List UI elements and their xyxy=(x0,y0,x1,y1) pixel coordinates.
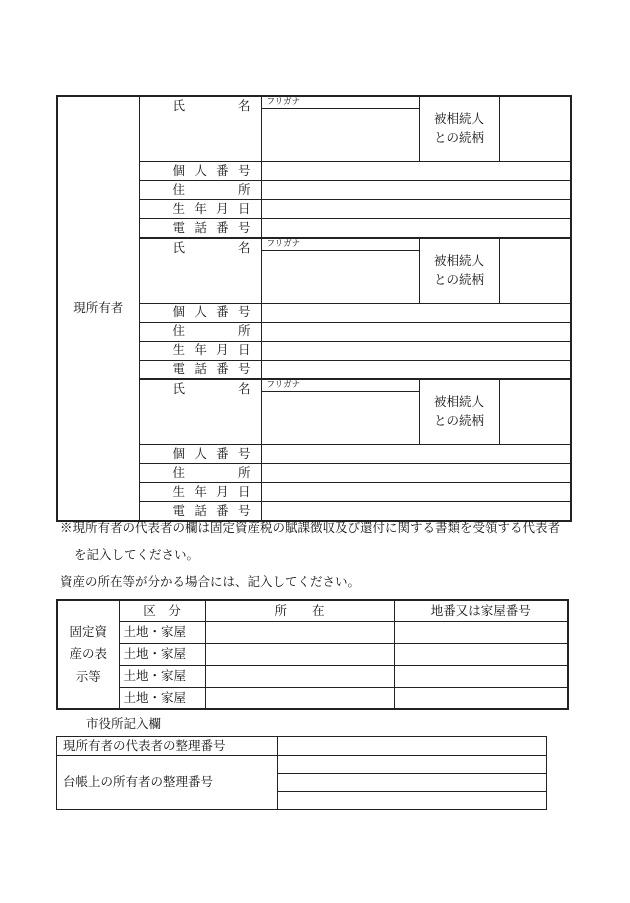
current-owner-label: 現所有者 xyxy=(57,96,139,521)
birthdate-field[interactable] xyxy=(261,483,571,502)
asset-location-field[interactable] xyxy=(205,687,394,709)
asset-category: 土地・家屋 xyxy=(119,687,205,709)
office-use-title: 市役所記入欄 xyxy=(86,716,162,731)
ledger-number-field[interactable] xyxy=(278,756,547,774)
owner-name-field[interactable] xyxy=(261,109,419,162)
owner-name-field[interactable] xyxy=(261,392,419,445)
address-label: 住 所 xyxy=(139,464,261,483)
asset-category: 土地・家屋 xyxy=(119,621,205,643)
lot-number-header: 地番又は家屋番号 xyxy=(394,600,568,621)
asset-lot-number-field[interactable] xyxy=(394,687,568,709)
birthdate-label: 生年月日 xyxy=(139,483,261,502)
representative-note-continued: を記入してください。 xyxy=(74,547,200,562)
birthdate-label: 生年月日 xyxy=(139,200,261,219)
phone-label: 電話番号 xyxy=(139,219,261,238)
phone-label: 電話番号 xyxy=(139,502,261,521)
furigana-label: フリガナ xyxy=(261,238,419,251)
phone-field[interactable] xyxy=(261,219,571,238)
owner-name-label: 氏 名 xyxy=(139,379,261,445)
relation-field[interactable] xyxy=(499,96,571,162)
address-field[interactable] xyxy=(261,464,571,483)
asset-category: 土地・家屋 xyxy=(119,665,205,687)
owner-name-label: 氏 名 xyxy=(139,238,261,304)
relation-label: 被相続人 との続柄 xyxy=(419,238,499,304)
my-number-field[interactable] xyxy=(261,445,571,464)
my-number-label: 個人番号 xyxy=(139,445,261,464)
representative-number-field[interactable] xyxy=(278,737,547,756)
address-field[interactable] xyxy=(261,181,571,200)
furigana-label: フリガナ xyxy=(261,379,419,392)
asset-category: 土地・家屋 xyxy=(119,643,205,665)
owner-name-label: 氏 名 xyxy=(139,96,261,162)
asset-location-note: 資産の所在等が分かる場合には、記入してください。 xyxy=(60,574,361,589)
asset-lot-number-field[interactable] xyxy=(394,643,568,665)
owner-name-field[interactable] xyxy=(261,250,419,303)
address-label: 住 所 xyxy=(139,181,261,200)
representative-number-label: 現所有者の代表者の整理番号 xyxy=(57,737,278,756)
category-header: 区 分 xyxy=(119,600,205,621)
ledger-number-label: 台帳上の所有者の整理番号 xyxy=(57,756,278,810)
my-number-field[interactable] xyxy=(261,303,571,322)
my-number-label: 個人番号 xyxy=(139,303,261,322)
relation-label: 被相続人 との続柄 xyxy=(419,96,499,162)
address-label: 住 所 xyxy=(139,322,261,341)
asset-location-field[interactable] xyxy=(205,643,394,665)
asset-location-field[interactable] xyxy=(205,665,394,687)
relation-field[interactable] xyxy=(499,238,571,304)
current-owners-table xyxy=(56,95,572,522)
my-number-label: 個人番号 xyxy=(139,162,261,181)
asset-lot-number-field[interactable] xyxy=(394,621,568,643)
my-number-field[interactable] xyxy=(261,162,571,181)
location-header: 所 在 xyxy=(205,600,394,621)
fixed-assets-table xyxy=(56,599,569,710)
phone-label: 電話番号 xyxy=(139,360,261,379)
birthdate-field[interactable] xyxy=(261,341,571,360)
asset-location-field[interactable] xyxy=(205,621,394,643)
furigana-label: フリガナ xyxy=(261,96,419,109)
relation-field[interactable] xyxy=(499,379,571,445)
ledger-number-field[interactable] xyxy=(278,774,547,792)
asset-lot-number-field[interactable] xyxy=(394,665,568,687)
office-use-table xyxy=(56,736,547,810)
representative-note: ※現所有者の代表者の欄は固定資産税の賦課徴収及び還付に関する書類を受領する代表者 xyxy=(60,520,561,535)
relation-label: 被相続人 との続柄 xyxy=(419,379,499,445)
phone-field[interactable] xyxy=(261,360,571,379)
birthdate-label: 生年月日 xyxy=(139,341,261,360)
fixed-assets-label: 固定資 産の表 示等 xyxy=(57,600,119,709)
ledger-number-field[interactable] xyxy=(278,792,547,810)
address-field[interactable] xyxy=(261,322,571,341)
birthdate-field[interactable] xyxy=(261,200,571,219)
